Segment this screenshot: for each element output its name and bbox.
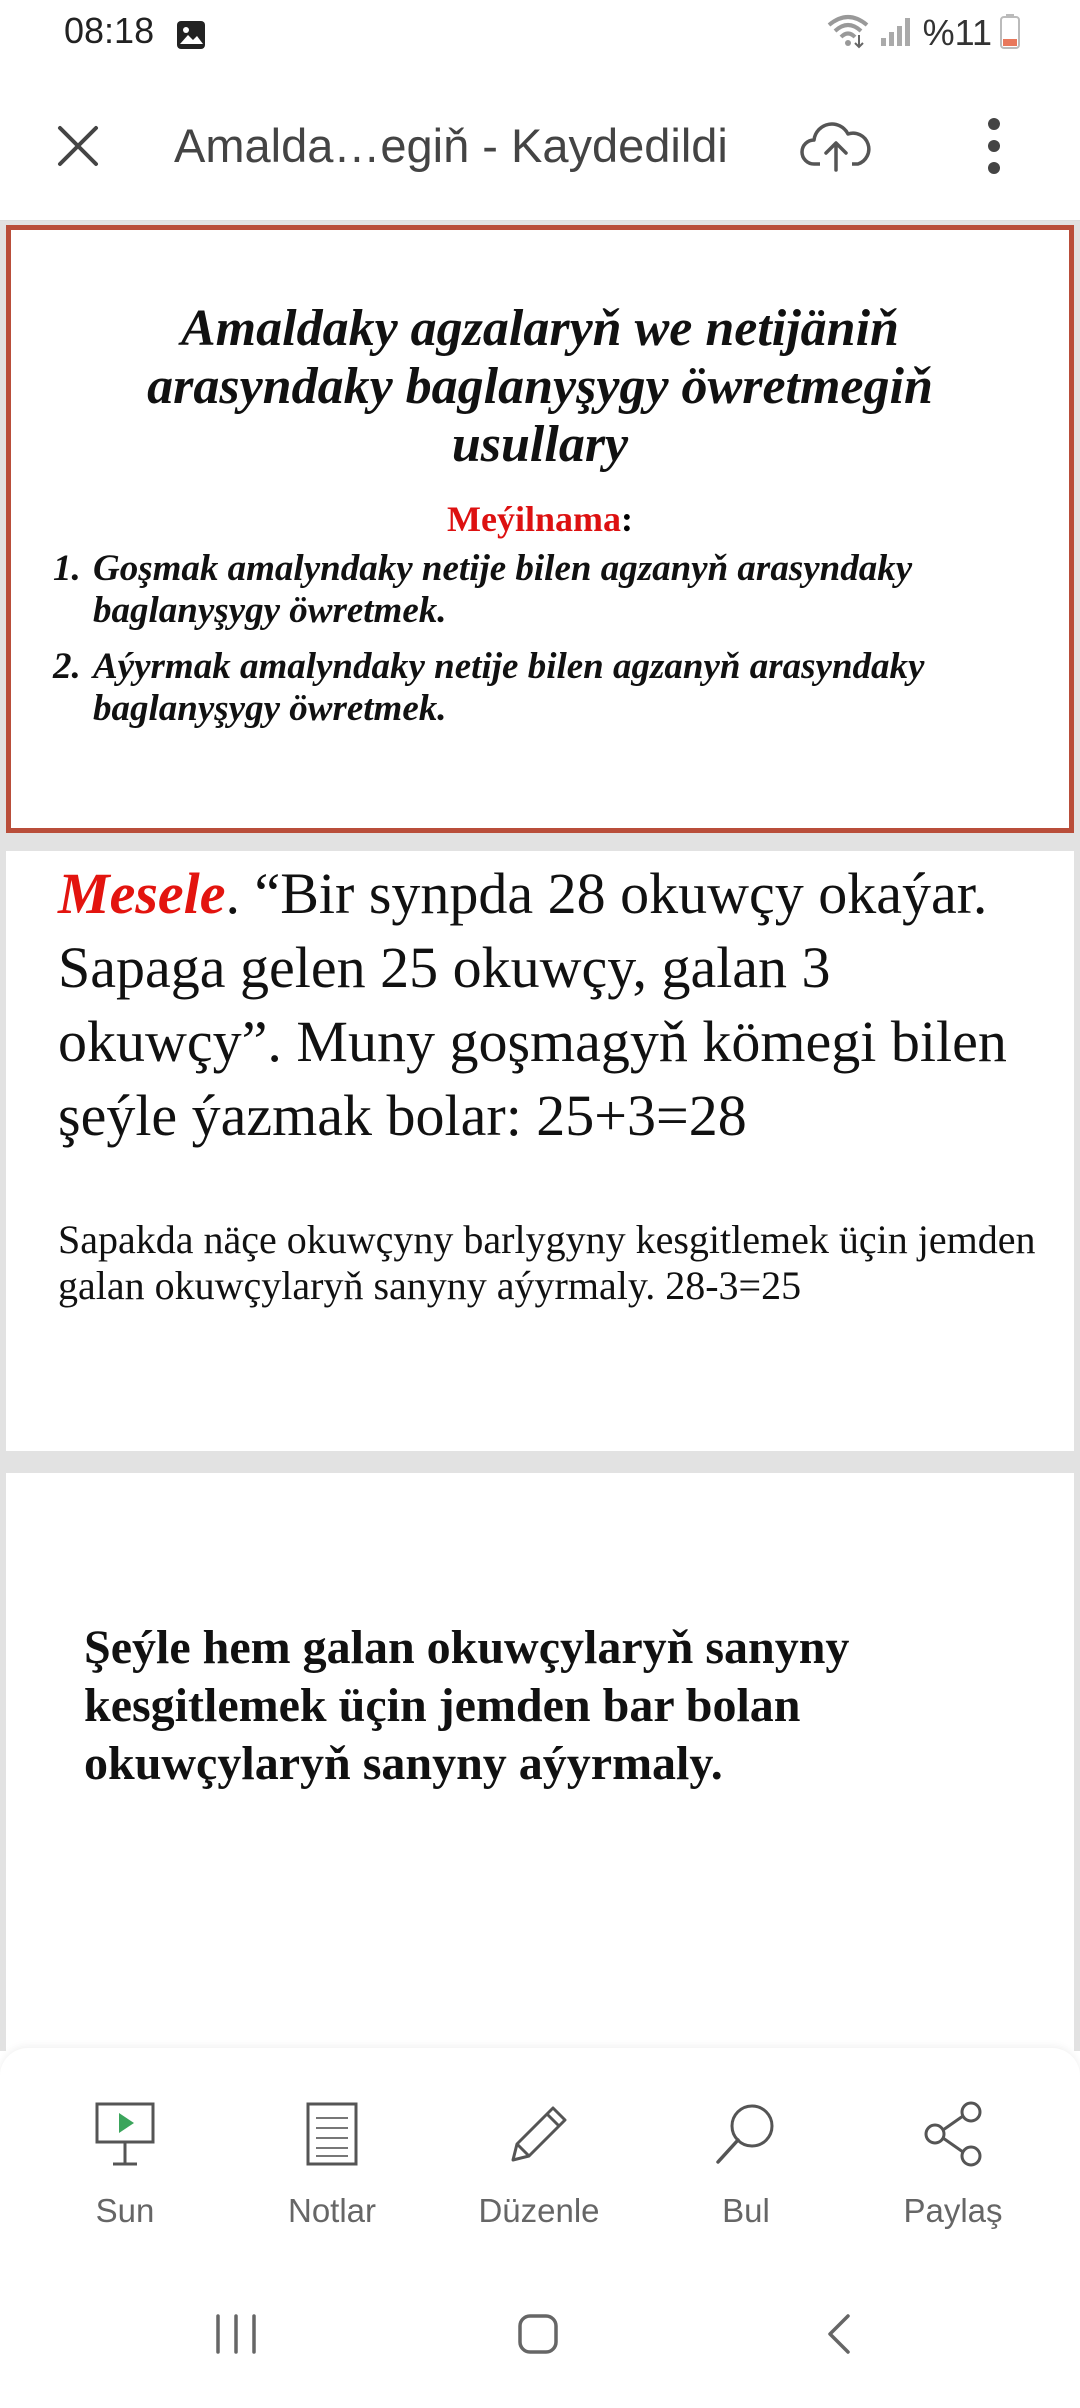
recent-apps-button[interactable] <box>176 2294 296 2374</box>
system-nav-bar <box>0 2258 1080 2408</box>
toolbar-notes-button[interactable] <box>242 2094 422 2230</box>
problem-explanation: Sapakda näçe okuwçyny barlygyny kesgitlemek üçin jemden galan okuwçylaryň sanyny aýyrmaly. 28-3=25 <box>58 1217 1036 1308</box>
toolbar-label: Düzenle <box>478 2192 600 2229</box>
search-icon <box>656 2094 836 2174</box>
plan-colon: : <box>620 499 633 539</box>
battery-percent: %11 <box>922 12 992 53</box>
wifi-icon <box>825 13 871 54</box>
back-icon <box>820 2310 860 2358</box>
slide-1-title: Amaldaky agzalaryň we netijäniň arasyndaky baglanyşygy öwretmegiň usullary <box>147 300 933 473</box>
slide-3-text: Şeýle hem galan okuwçylaryň sanyny kesgitlemek üçin jemden bar bolan okuwçylaryň sanyny aýyrmaly. <box>84 1621 850 1790</box>
slide-2[interactable] <box>6 851 1074 1451</box>
problem-label: Mesele <box>58 861 226 926</box>
edit-pencil-icon <box>449 2094 629 2174</box>
toolbar-find-button[interactable] <box>656 2094 836 2230</box>
back-button[interactable] <box>780 2294 900 2374</box>
cloud-upload-button[interactable] <box>796 110 876 182</box>
toolbar-label: Notlar <box>287 2192 377 2229</box>
recent-apps-icon <box>212 2312 260 2356</box>
image-icon <box>176 20 206 50</box>
problem-body: . “Bir synpda 28 okuwçy okaýar. Sapaga gelen 25 okuwçy, galan 3 okuwçy”. Muny goşmagyň kömegi bilen şeýle ýazmak bolar: 25+3=28 <box>58 861 1007 1148</box>
bottom-toolbar <box>0 2048 1080 2258</box>
slides-view[interactable] <box>0 221 1080 2051</box>
more-vertical-icon <box>986 116 1002 176</box>
close-icon <box>54 122 102 170</box>
toolbar-label: Bul <box>722 2192 770 2229</box>
problem-text <box>58 857 1044 1153</box>
plan-item <box>53 548 1039 632</box>
plan-item-number: 2. <box>53 646 81 687</box>
plan-label: Meýilnama <box>447 499 621 539</box>
status-time: 08:18 <box>64 10 155 51</box>
slide-3[interactable] <box>6 1473 1074 2051</box>
plan-item-number: 1. <box>53 548 81 589</box>
plan-list <box>53 548 1039 744</box>
more-options-button[interactable] <box>966 108 1022 184</box>
share-icon <box>863 2094 1043 2174</box>
status-right <box>825 12 1020 54</box>
slide-1-subtitle <box>11 498 1069 540</box>
home-icon <box>514 2310 562 2358</box>
app-bar <box>0 72 1080 221</box>
plan-item-text: Goşmak amalyndaky netije bilen agzanyň arasyndaky baglanyşygy öwretmek. <box>93 548 913 631</box>
toolbar-label: Sun <box>95 2192 155 2229</box>
toolbar-edit-button[interactable] <box>449 2094 629 2230</box>
notes-icon <box>242 2094 422 2174</box>
cloud-upload-icon <box>800 118 872 174</box>
document-title[interactable]: Amalda…egiň - Kaydedildi <box>174 119 728 172</box>
toolbar-present-button[interactable] <box>35 2094 215 2230</box>
status-bar <box>0 0 1080 72</box>
plan-item-text: Aýyrmak amalyndaky netije bilen agzanyň arasyndaky baglanyşygy öwretmek. <box>93 646 925 729</box>
toolbar-label: Paylaş <box>903 2192 1003 2229</box>
plan-item <box>53 646 1039 730</box>
close-button[interactable] <box>44 112 112 180</box>
signal-icon <box>879 14 915 53</box>
battery-icon <box>1000 13 1020 54</box>
home-button[interactable] <box>478 2294 598 2374</box>
toolbar-share-button[interactable] <box>863 2094 1043 2230</box>
slide-1[interactable] <box>6 225 1074 833</box>
present-icon <box>35 2094 215 2174</box>
